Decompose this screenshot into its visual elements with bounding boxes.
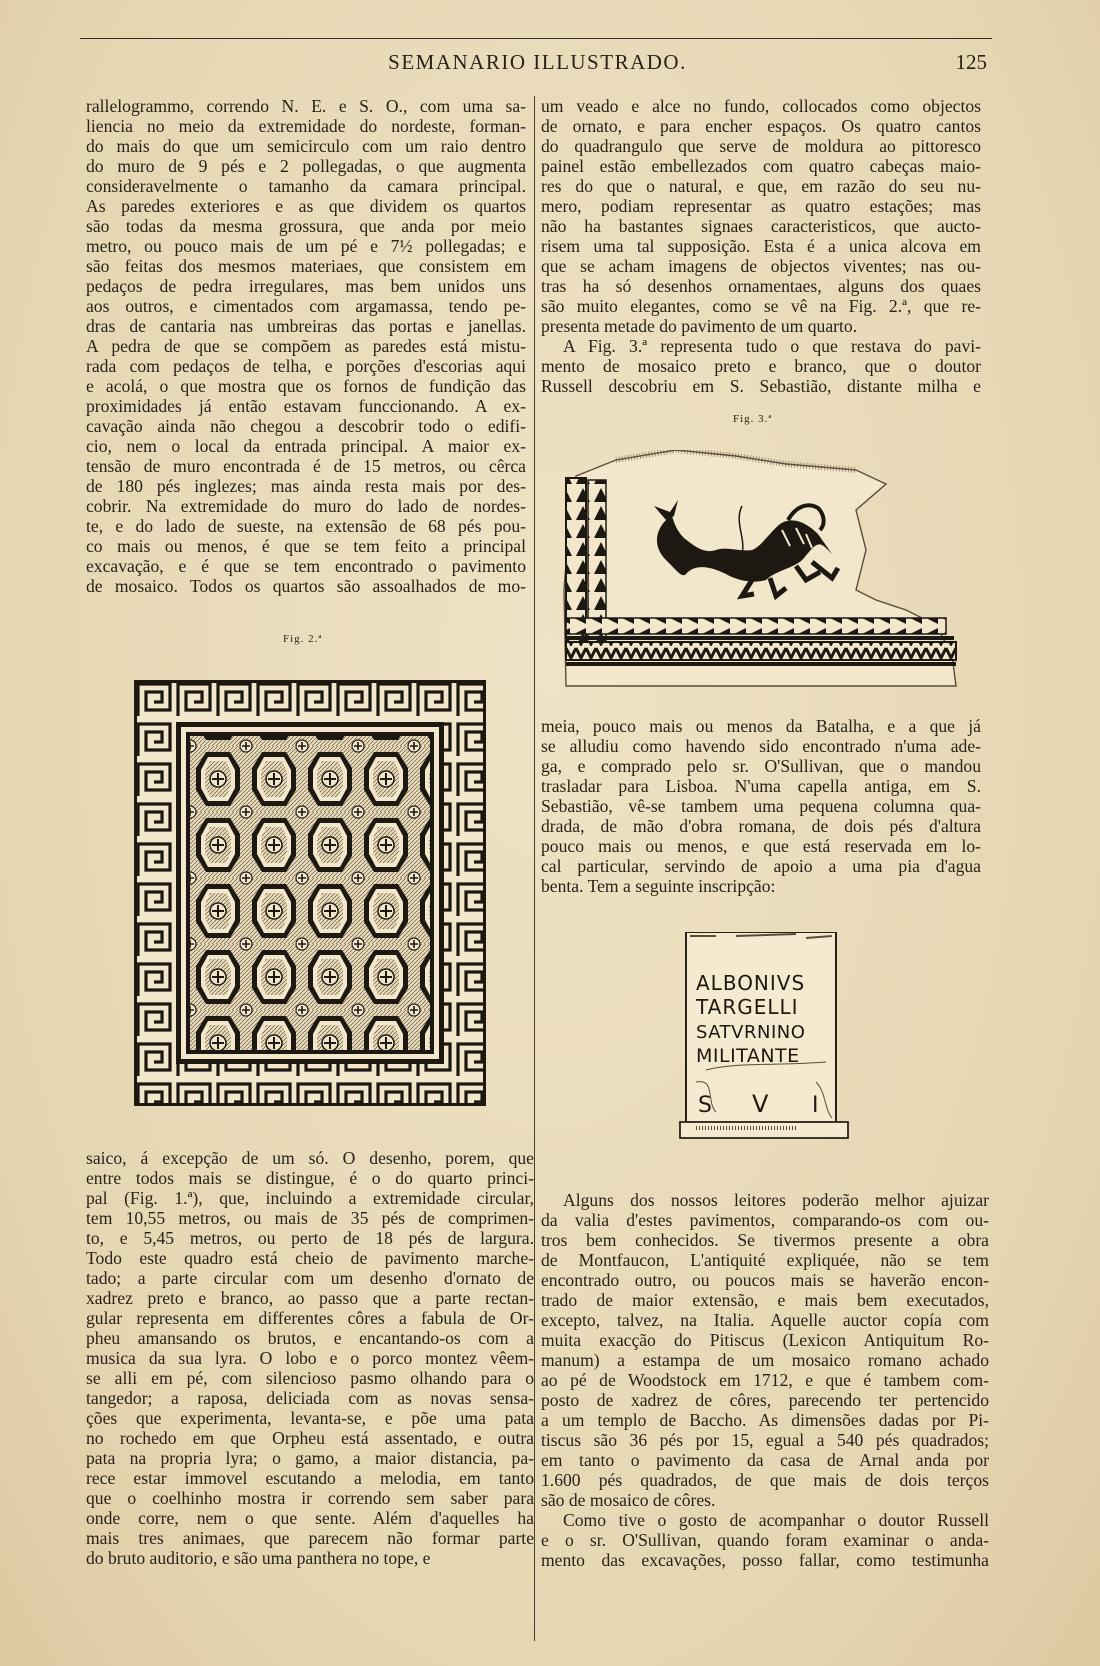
- text-line: do muro de 9 pés e 2 pollegadas, o que augmenta: [86, 156, 526, 176]
- text-line: pata na propria lyra; o gamo, a maior distancia, pa-: [86, 1448, 534, 1468]
- text-line-content: Alguns dos nossos leitores poderão melhor ajuizar: [563, 1190, 989, 1210]
- text-line: ao pé de Woodstock em 1712, e que é tambem com-: [541, 1370, 989, 1390]
- text-line: que se acham imagens de objectos viventes; nas ou-: [541, 256, 981, 276]
- text-line: tado; a parte circular com um desenho d'ornato de: [86, 1268, 534, 1288]
- text-line: de ornato, e para encher espaços. Os quatro cantos: [541, 116, 981, 136]
- text-line: trado de maior extensão, e mais bem executados,: [541, 1290, 989, 1310]
- inscription-letter: S: [698, 1093, 712, 1118]
- text-line: [541, 1510, 989, 1530]
- right-column-paragraph-2: [541, 716, 981, 896]
- text-line-content: Como tive o gosto de acompanhar o doutor Russell: [563, 1510, 989, 1530]
- text-line: da valia d'estes pavimentos, comparando-os com ou-: [541, 1210, 989, 1230]
- text-line: de 180 pés inglezes; mas ainda resta mais por des-: [86, 476, 526, 496]
- right-column-paragraph-3: [541, 1190, 989, 1570]
- text-line: tensão de muro encontrada é de 15 metros, ou cêrca: [86, 456, 526, 476]
- page-number: 125: [955, 50, 987, 74]
- text-line: de mosaico. Todos os quartos são assoalhados de mo-: [86, 576, 526, 596]
- text-line: res do que o natural, e que, em razão do seu nu-: [541, 176, 981, 196]
- text-line: drada, de mão d'obra romana, de dois pés d'altura: [541, 816, 981, 836]
- text-line: dras de cantaria nas umbreiras das portas e janellas.: [86, 316, 526, 336]
- text-line: que o coelhinho mostra ir correndo sem saber para: [86, 1488, 534, 1508]
- text-line: do mais do que um semicirculo com um raio dentro: [86, 136, 526, 156]
- text-line: cal particular, servindo de apoio a uma pia d'agua: [541, 856, 981, 876]
- text-line: [541, 336, 981, 356]
- text-line: pouco mais ou menos, e que está reservada em lo-: [541, 836, 981, 856]
- text-line: cobrir. Na extremidade do muro do lado de nordes-: [86, 496, 526, 516]
- text-line: metro, ou pouco mais de um pé e 7½ pollegadas; e: [86, 236, 526, 256]
- text-line: e o sr. O'Sullivan, quando foram examinar o anda-: [541, 1530, 989, 1550]
- text-line: são muito elegantes, como se vê na Fig. 2.ª, que re-: [541, 296, 981, 316]
- text-line: rece estar immovel escutando a melodia, em tanto: [86, 1468, 534, 1488]
- inscription-letter: I: [812, 1093, 819, 1118]
- text-line: tangedor; a raposa, deliciada com as novas sensa-: [86, 1388, 534, 1408]
- text-line: e acolá, o que mostra que os fornos de fundição das: [86, 376, 526, 396]
- text-line: Sebastião, vê-se tambem uma pequena columna qua-: [541, 796, 981, 816]
- text-line: cio, nem o local da entrada principal. A maior ex-: [86, 436, 526, 456]
- text-line: tem 10,55 metros, ou mais de 35 pés de comprimen-: [86, 1208, 534, 1228]
- text-line: não ha bastantes signaes caracteristicos, que aucto-: [541, 216, 981, 236]
- text-line: trasladar para Lisboa. N'uma capella antiga, em S.: [541, 776, 981, 796]
- text-line: presenta metade do pavimento de um quarto.: [541, 316, 858, 336]
- text-line: muita exacção do Pitiscus (Lexicon Antiquitum Ro-: [541, 1330, 989, 1350]
- text-line: [541, 1190, 989, 1210]
- text-line: entre todos mais se distingue, é o do quarto princi-: [86, 1168, 534, 1188]
- text-line: to, e 5,45 metros, ou perto de 18 pés de largura.: [86, 1228, 534, 1248]
- text-line: onde corre, nem o que sente. Além d'aquelles ha: [86, 1508, 534, 1528]
- text-line: A pedra de que se compõem as paredes está mistu-: [86, 336, 526, 356]
- publication-title: SEMANARIO ILLUSTRADO.: [388, 50, 687, 74]
- text-line: 1.600 pés quadrados, de que mais de dois terços: [541, 1470, 989, 1490]
- text-line: meia, pouco mais ou menos da Batalha, e a que já: [541, 716, 981, 736]
- inscription-letter: V: [752, 1090, 769, 1118]
- text-line: liencia no meio da extremidade do nordeste, forman-: [86, 116, 526, 136]
- text-line: Russell descobriu em S. Sebastião, distante milha e: [541, 376, 981, 396]
- text-line: te, e do lado de sueste, na extensão de 68 pés pou-: [86, 516, 526, 536]
- column-divider: [534, 96, 535, 1641]
- text-line: são de mosaico de côres.: [541, 1490, 716, 1510]
- text-line: em tanto o pavimento da casa de Arnal anda por: [541, 1450, 989, 1470]
- text-line: ga, e comprado pelo sr. O'Sullivan, que o mandou: [541, 756, 981, 776]
- inscription-line: MILITANTE: [696, 1045, 800, 1067]
- text-line: no rochedo em que Orpheu está assentado, e outra: [86, 1428, 534, 1448]
- text-line: mento de mosaico preto e branco, que o doutor: [541, 356, 981, 376]
- right-column-paragraph-1: [541, 96, 981, 396]
- text-line: de Montfaucon, L'antiquité expliquée, não se tem: [541, 1250, 989, 1270]
- text-line: co mais ou menos, é que se tem feito a principal: [86, 536, 526, 556]
- text-line: do bruto auditorio, e são uma panthera no tope, e: [86, 1548, 431, 1568]
- text-line: a um templo de Baccho. As dimensões dadas por Pi-: [541, 1410, 989, 1430]
- text-line: excepto, talvez, na Italia. Aquelle auctor copía com: [541, 1310, 989, 1330]
- text-line: um veado e alce no fundo, collocados como objectos: [541, 96, 981, 116]
- text-line: proximidades já então estavam funccionando. A ex-: [86, 396, 526, 416]
- text-line: excavação, e é que se tem encontrado o pavimento: [86, 556, 526, 576]
- text-line: tiscus são 36 pés por 15, egual a 540 pés quadrados;: [541, 1430, 989, 1450]
- text-line: mais tres animaes, que parecem não formar parte: [86, 1528, 534, 1548]
- text-line: gular representa em differentes côres a fabula de Or-: [86, 1308, 534, 1328]
- figure-2-caption: Fig. 2.ª: [283, 633, 323, 645]
- text-line: mero, podiam representar as quatro estações; mas: [541, 196, 981, 216]
- text-line: consideravelmente o tamanho da camara principal.: [86, 176, 526, 196]
- text-line: pheu amansando os brutos, e encantando-os com a: [86, 1328, 534, 1348]
- text-line: saico, á excepção de um só. O desenho, porem, que: [86, 1148, 534, 1168]
- left-column-paragraph-2: [86, 1148, 534, 1568]
- text-line: cavação ainda não chegou a descobrir todo o edifi-: [86, 416, 526, 436]
- text-line: tras ha só desenhos ornamentaes, alguns dos quaes: [541, 276, 981, 296]
- text-line: são feitas dos mesmos materiaes, que consistem em: [86, 256, 526, 276]
- text-line: encontrado outro, ou poucos mais se haverão encon-: [541, 1270, 989, 1290]
- text-line: painel estão embellezados com quatro cabeças maio-: [541, 156, 981, 176]
- header-rule: [80, 38, 992, 39]
- text-line: ções que experimenta, levanta-se, e põe uma pata: [86, 1408, 534, 1428]
- inscription-line: SATVRNINO: [696, 1022, 806, 1043]
- text-line: risem uma tal supposição. Esta é a unica alcova em: [541, 236, 981, 256]
- text-line: rada com pedaços de telha, e porções d'escorias aqui: [86, 356, 526, 376]
- text-line: rallelogrammo, correndo N. E. e S. O., com uma sa-: [86, 96, 526, 116]
- text-line: pedaços de pedra irregulares, mas bem unidos uns: [86, 276, 526, 296]
- text-line: musica da sua lyra. O lobo e o porco montez vêem-: [86, 1348, 534, 1368]
- text-line: As paredes exteriores e as que dividem os quartos: [86, 196, 526, 216]
- text-line: se alludiu como havendo sido encontrado n'uma ade-: [541, 736, 981, 756]
- figure-3-caption: Fig. 3.ª: [733, 413, 773, 425]
- text-line: posto de xadrez de côres, parecendo ter pertencido: [541, 1390, 989, 1410]
- text-line: Todo este quadro está cheio de pavimento marche-: [86, 1248, 534, 1268]
- text-line: mento das excavações, posso fallar, como testimunha: [541, 1550, 989, 1570]
- figure-2-mosaic-pavement: [134, 680, 486, 1106]
- text-line: benta. Tem a seguinte inscripção:: [541, 876, 776, 896]
- text-line: pal (Fig. 1.ª), que, incluindo a extremidade circular,: [86, 1188, 534, 1208]
- text-line: se alli em pé, com silencioso pasmo olhando para o: [86, 1368, 534, 1388]
- inscription-line: ALBONIVS: [696, 971, 806, 995]
- text-line: tros bem conhecidos. Se tivermos presente a obra: [541, 1230, 989, 1250]
- roman-inscription-column: [676, 932, 856, 1142]
- text-line: são todas da mesma grossura, que anda por meio: [86, 216, 526, 236]
- figure-3-mosaic-fragment: [556, 450, 966, 690]
- text-line: manum) a estampa de um mosaico romano achado: [541, 1350, 989, 1370]
- text-line: do quadrangulo que serve de moldura ao pittoresco: [541, 136, 981, 156]
- text-line: aos outros, e cimentados com argamassa, tendo pe-: [86, 296, 526, 316]
- left-column-paragraph-1: [86, 96, 526, 596]
- text-line: xadrez preto e branco, ao passo que a parte rectan-: [86, 1288, 534, 1308]
- page-header: [80, 46, 995, 80]
- inscription-line: TARGELLI: [696, 995, 799, 1019]
- text-line-content: A Fig. 3.ª representa tudo o que restava do pavi-: [563, 336, 981, 356]
